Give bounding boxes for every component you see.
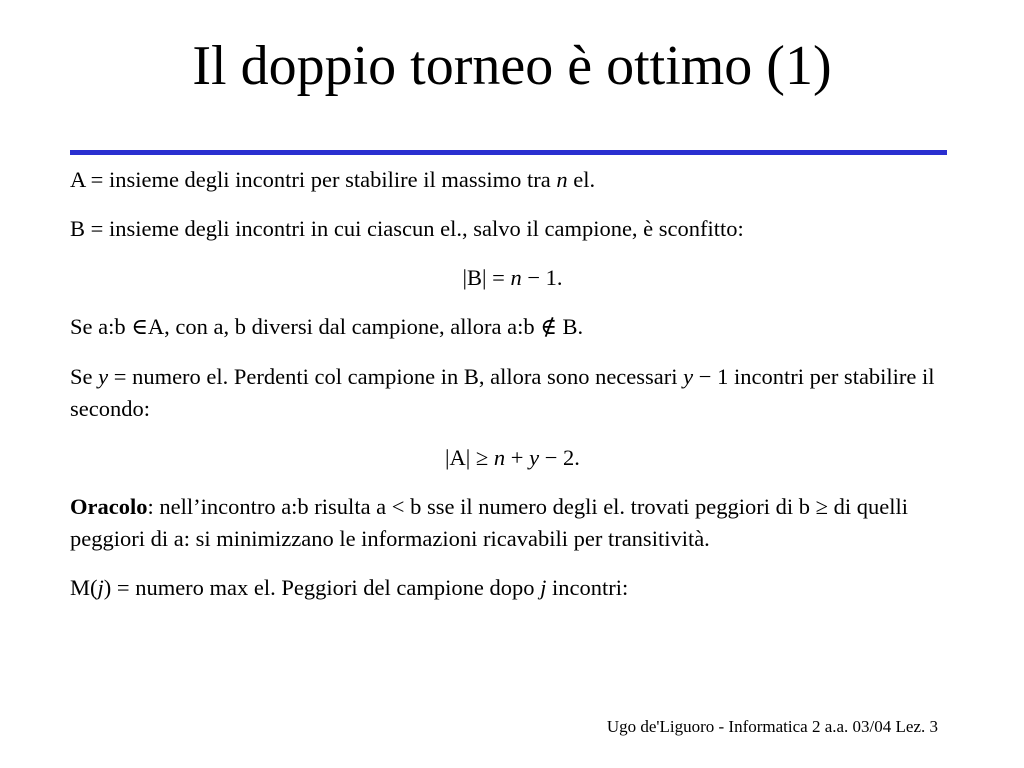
oracle-label: Oracolo xyxy=(70,494,148,519)
cardinality-a: |A| ≥ n + y − 2. xyxy=(445,445,580,470)
definition-mj: M(j) = numero max el. Peggiori del campione dopo j incontri: xyxy=(70,575,629,600)
statement-y: Se y = numero el. Perdenti col campione in B, allora sono necessari y − 1 incontri per stabilire il secondo: xyxy=(70,364,935,421)
slide-title: Il doppio torneo è ottimo (1) xyxy=(192,35,832,97)
var-n: n xyxy=(510,265,522,290)
definition-b: B = insieme degli incontri in cui ciascun el., salvo il campione, è sconfitto: xyxy=(70,216,744,241)
cardinality-b: |B| = n − 1. xyxy=(462,265,563,290)
oracle-paragraph: Oracolo: nell’incontro a:b risulta a < b sse il numero degli el. trovati peggiori di b ≥ di quelli peggiori di a: si minimizzano le informazioni ricavabili per transitività. xyxy=(70,494,908,551)
slide-body xyxy=(70,164,955,604)
var-j: j xyxy=(97,575,104,600)
var-y: y xyxy=(683,364,694,389)
var-y: y xyxy=(529,445,540,470)
statement-ab: Se a:b ∈A, con a, b diversi dal campione, allora a:b ∉ B. xyxy=(70,314,584,339)
var-y: y xyxy=(98,364,109,389)
title-underline xyxy=(70,150,947,155)
var-n: n xyxy=(556,167,568,192)
var-j: j xyxy=(540,575,547,600)
var-n: n xyxy=(493,445,506,470)
slide-footer: Ugo de'Liguoro - Informatica 2 a.a. 03/04 Lez. 3 xyxy=(606,717,938,736)
definition-a: A = insieme degli incontri per stabilire il massimo tra n el. xyxy=(70,167,596,192)
